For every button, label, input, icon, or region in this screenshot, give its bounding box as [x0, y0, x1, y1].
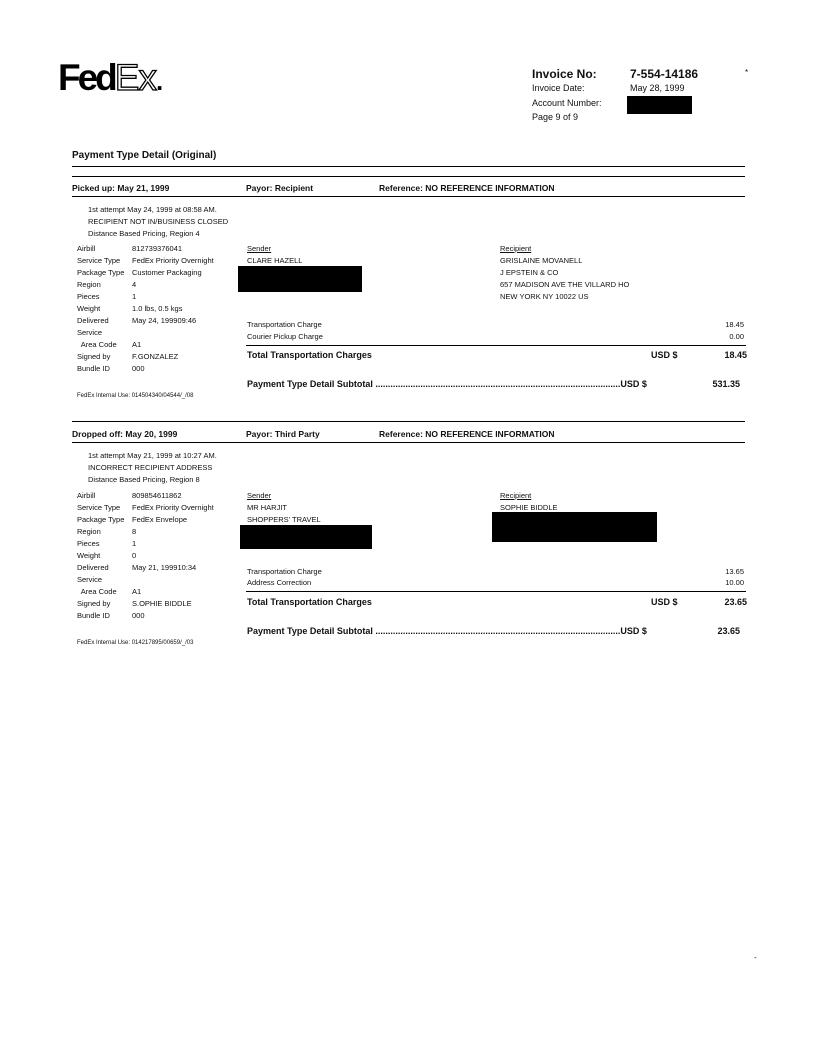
divider	[246, 345, 746, 346]
delivered: May 21, 199910:34	[132, 563, 197, 572]
currency: USD $	[651, 597, 678, 607]
section-title: Payment Type Detail (Original)	[72, 150, 217, 161]
recipient-line: SOPHIE BIDDLE	[500, 503, 558, 512]
pieces: 1	[132, 539, 137, 548]
subtotal-amount: 23.65	[717, 626, 740, 636]
sender-label: Sender	[247, 491, 272, 500]
sender-address-redaction	[238, 266, 362, 292]
detail-label: Pieces	[77, 292, 100, 301]
detail-label: Service	[77, 575, 103, 584]
detail-label: Pieces	[77, 539, 100, 548]
detail-label: Package Type	[77, 515, 125, 524]
bundle-id: 000	[132, 364, 145, 373]
currency: USD $	[651, 350, 678, 360]
airbill-number: 809854611862	[132, 491, 182, 500]
charge-amount: 10.00	[725, 578, 744, 587]
payor: Payor: Third Party	[246, 429, 320, 439]
charge-label: Address Correction	[247, 578, 312, 587]
service-type: FedEx Priority Overnight	[132, 256, 214, 265]
attempt-note: 1st attempt May 21, 1999 at 10:27 AM.	[88, 451, 217, 460]
weight: 0	[132, 551, 137, 560]
detail-label: Area Code	[77, 587, 117, 596]
footer-mark: -	[754, 953, 757, 962]
divider	[72, 166, 745, 167]
region: 4	[132, 280, 137, 289]
bundle-id: 000	[132, 611, 145, 620]
divider	[72, 176, 745, 177]
account-number-label: Account Number:	[532, 98, 602, 108]
detail-values	[132, 490, 214, 622]
detail-label: Delivered	[77, 316, 109, 325]
package-type: FedEx Envelope	[132, 515, 188, 524]
charge-label: Transportation Charge	[247, 320, 322, 329]
signed-by: F.GONZALEZ	[132, 352, 179, 361]
dropoff-date: Dropped off: May 20, 1999	[72, 429, 178, 439]
total-label: Total Transportation Charges	[247, 597, 372, 607]
attempt-note: INCORRECT RECIPIENT ADDRESS	[88, 463, 213, 472]
internal-use: FedEx Internal Use: 014217895/00659/_/03	[77, 640, 194, 646]
detail-label: Bundle ID	[77, 364, 110, 373]
charge-amount: 13.65	[725, 567, 744, 576]
attempt-note: RECIPIENT NOT IN/BUSINESS CLOSED	[88, 217, 229, 226]
pickup-date: Picked up: May 21, 1999	[72, 183, 170, 193]
detail-label: Signed by	[77, 599, 111, 608]
region: 8	[132, 527, 137, 536]
detail-label: Service Type	[77, 256, 121, 265]
attempt-note: Distance Based Pricing, Region 4	[88, 229, 200, 238]
package-type: Customer Packaging	[132, 268, 202, 277]
area-code: A1	[132, 340, 142, 349]
total-label: Total Transportation Charges	[247, 350, 372, 360]
invoice-no: 7-554-14186	[630, 67, 699, 81]
attempt-note: Distance Based Pricing, Region 8	[88, 475, 200, 484]
divider	[72, 421, 745, 422]
service-blank	[132, 574, 214, 586]
invoice-no-label: Invoice No:	[532, 67, 597, 81]
airbill-number: 812739376041	[132, 244, 183, 253]
area-code: A1	[132, 587, 142, 596]
reference: Reference: NO REFERENCE INFORMATION	[379, 429, 555, 439]
detail-label: Region	[77, 527, 101, 536]
detail-values	[132, 243, 214, 375]
detail-label: Region	[77, 280, 101, 289]
total-amount: 23.65	[724, 597, 747, 607]
sender-label: Sender	[247, 244, 272, 253]
invoice-date-label: Invoice Date:	[532, 83, 585, 93]
detail-label: Package Type	[77, 268, 125, 277]
detail-labels	[77, 490, 124, 622]
invoice-date: May 28, 1999	[630, 83, 685, 93]
sender-company: SHOPPERS' TRAVEL	[247, 515, 321, 524]
attempt-note: 1st attempt May 24, 1999 at 08:58 AM.	[88, 205, 217, 214]
subtotal-label: Payment Type Detail Subtotal ..................................................................................................USD $	[247, 379, 647, 389]
weight: 1.0 lbs, 0.5 kgs	[132, 304, 183, 313]
charge-amount: 0.00	[729, 332, 744, 341]
detail-labels	[77, 243, 124, 375]
delivered: May 24, 199909:46	[132, 316, 197, 325]
detail-label: Delivered	[77, 563, 109, 572]
sender-address-redaction	[240, 525, 372, 549]
page-number: Page 9 of 9	[532, 112, 579, 122]
detail-label: Airbill	[77, 491, 96, 500]
account-number-redaction	[627, 96, 692, 114]
charge-label: Transportation Charge	[247, 567, 322, 576]
detail-label: Bundle ID	[77, 611, 110, 620]
recipient-line: NEW YORK NY 10022 US	[500, 292, 589, 301]
total-amount: 18.45	[724, 350, 747, 360]
sender-name: CLARE HAZELL	[247, 256, 303, 265]
subtotal-label: Payment Type Detail Subtotal ..................................................................................................USD $	[247, 626, 647, 636]
payor: Payor: Recipient	[246, 183, 314, 193]
detail-label: Signed by	[77, 352, 111, 361]
detail-label: Service Type	[77, 503, 121, 512]
detail-label: Airbill	[77, 244, 96, 253]
divider	[246, 591, 746, 592]
fedex-logo: FedEx.	[58, 57, 164, 98]
detail-label: Weight	[77, 551, 101, 560]
divider	[72, 196, 745, 197]
charge-label: Courier Pickup Charge	[247, 332, 323, 341]
recipient-line: GRISLAINE MOVANELL	[500, 256, 583, 265]
divider	[72, 442, 745, 443]
recipient-line: 657 MADISON AVE THE VILLARD HO	[500, 280, 630, 289]
recipient-line: J EPSTEIN & CO	[500, 268, 559, 277]
charge-amount: 18.45	[725, 320, 744, 329]
subtotal-amount: 531.35	[712, 379, 740, 389]
signed-by: S.OPHIE BIDDLE	[132, 599, 192, 608]
pieces: 1	[132, 292, 137, 301]
detail-label: Service	[77, 328, 103, 337]
recipient-label: Recipient	[500, 244, 532, 253]
internal-use: FedEx Internal Use: 014504340/04544/_/08	[77, 393, 194, 399]
detail-label: Area Code	[77, 340, 117, 349]
reference: Reference: NO REFERENCE INFORMATION	[379, 183, 555, 193]
detail-label: Weight	[77, 304, 101, 313]
recipient-address-redaction	[492, 512, 657, 542]
sender-name: MR HARJIT	[247, 503, 287, 512]
recipient-label: Recipient	[500, 491, 532, 500]
corner-mark: *	[745, 68, 749, 77]
service-blank	[132, 327, 214, 339]
service-type: FedEx Priority Overnight	[132, 503, 214, 512]
